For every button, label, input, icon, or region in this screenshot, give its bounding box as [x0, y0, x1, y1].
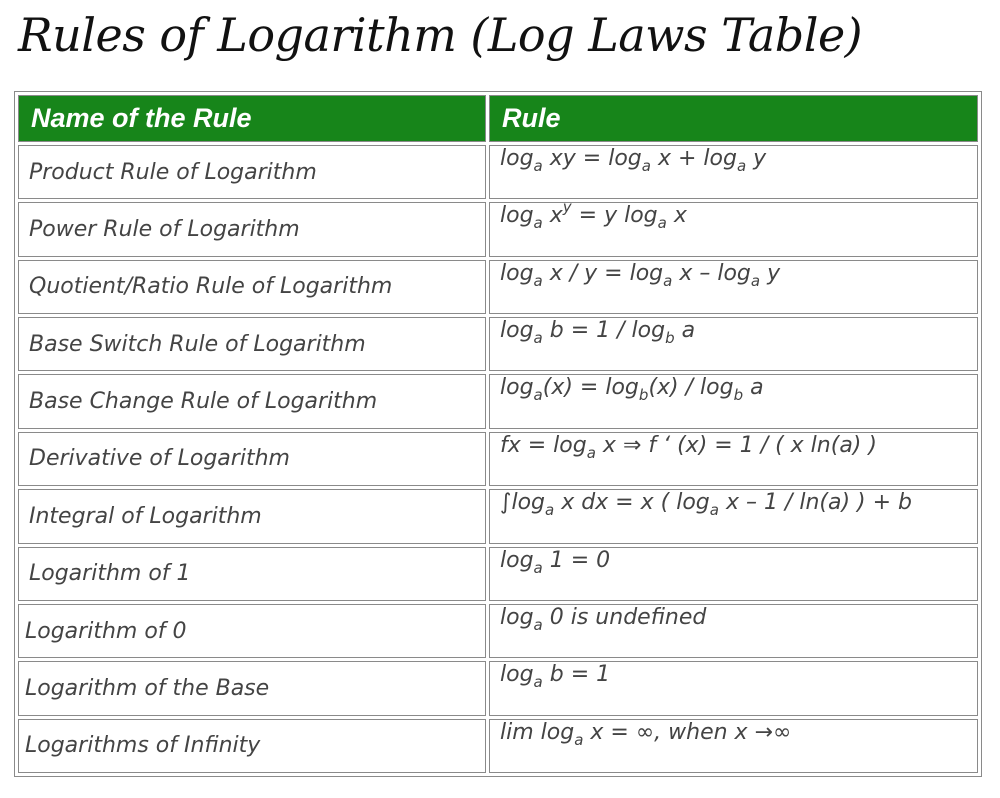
- subscript: a: [586, 443, 596, 462]
- rule-name-cell: Integral of Logarithm: [18, 489, 486, 543]
- subscript: a: [641, 157, 651, 175]
- page-title: Rules of Logarithm (Log Laws Table): [18, 8, 863, 62]
- header-name-of-rule: Name of the Rule: [18, 95, 486, 142]
- subscript: a: [750, 271, 761, 290]
- rule-formula-cell: $\log_a(x) = \log_b(x) / \log_b a$: [489, 374, 978, 428]
- rule-formula-cell: $\log_a x / y = \log_a x - \log_a y$: [489, 260, 978, 314]
- rule-formula-cell: $\log_a$ xy = $\log_a x + \log_a y$: [489, 145, 978, 199]
- subscript: a: [533, 214, 543, 233]
- table-row: [18, 374, 978, 428]
- rule-name-cell: Base Change Rule of Logarithm: [18, 374, 486, 428]
- table-row: [18, 547, 978, 601]
- rule-formula-cell: $\int\log_a$ x dx = x ( $\log_a x - 1 / \ln(a)$ ) + b: [489, 489, 978, 543]
- subscript: a: [533, 329, 543, 348]
- subscript: a: [533, 386, 543, 405]
- table-row: [18, 661, 978, 715]
- rule-formula-cell: $\log_a 0$ is undefined: [489, 604, 978, 658]
- rule-name-cell: Base Switch Rule of Logarithm: [18, 317, 486, 371]
- rule-name-cell: Logarithms of Infinity: [18, 719, 486, 773]
- header-rule: Rule: [489, 95, 978, 142]
- subscript: b: [665, 329, 675, 348]
- subscript: a: [574, 730, 584, 749]
- subscript: a: [533, 673, 543, 692]
- rule-formula-cell: $\log_a b = 1$: [489, 661, 978, 715]
- subscript: b: [733, 386, 744, 405]
- subscript: a: [533, 271, 543, 290]
- subscript: a: [709, 501, 719, 520]
- rule-name-cell: Product Rule of Logarithm: [18, 145, 486, 199]
- table-row: [18, 260, 978, 314]
- table-row: [18, 317, 978, 371]
- subscript: a: [736, 157, 747, 175]
- subscript: a: [657, 214, 667, 233]
- subscript: a: [533, 157, 543, 175]
- subscript: b: [638, 386, 649, 405]
- table-row: [18, 145, 978, 199]
- subscript: a: [533, 558, 543, 577]
- table-row: [18, 432, 978, 486]
- subscript: a: [545, 501, 555, 520]
- subscript: a: [533, 615, 543, 634]
- rule-name-cell: Logarithm of the Base: [18, 661, 486, 715]
- table-row: [18, 719, 978, 773]
- superscript: y: [562, 202, 572, 217]
- rule-name-cell: Derivative of Logarithm: [18, 432, 486, 486]
- rule-name-cell: Power Rule of Logarithm: [18, 202, 486, 256]
- table-row: [18, 489, 978, 543]
- table-header-row: [18, 95, 978, 142]
- rule-formula-cell: $\log_a 1 = 0$: [489, 547, 978, 601]
- log-laws-table: [15, 92, 981, 776]
- rule-formula-cell: $\log_a b = 1 / \log_b a$: [489, 317, 978, 371]
- rule-name-cell: Quotient/Ratio Rule of Logarithm: [18, 260, 486, 314]
- rule-formula-cell: $\lim \log_a x$ = ∞, when x →∞: [489, 719, 978, 773]
- rule-name-cell: Logarithm of 0: [18, 604, 486, 658]
- rule-formula-cell: $\log_a x^y = y$ $\log_a x$: [489, 202, 978, 256]
- rule-name-cell: Logarithm of 1: [18, 547, 486, 601]
- table-row: [18, 604, 978, 658]
- subscript: a: [663, 271, 673, 290]
- table-row: [18, 202, 978, 256]
- rule-formula-cell: fx = $\log_a x$ ⇒ f ‘ (x) = 1 / ( x ln(a) ): [489, 432, 978, 486]
- log-laws-table-container: [14, 91, 982, 777]
